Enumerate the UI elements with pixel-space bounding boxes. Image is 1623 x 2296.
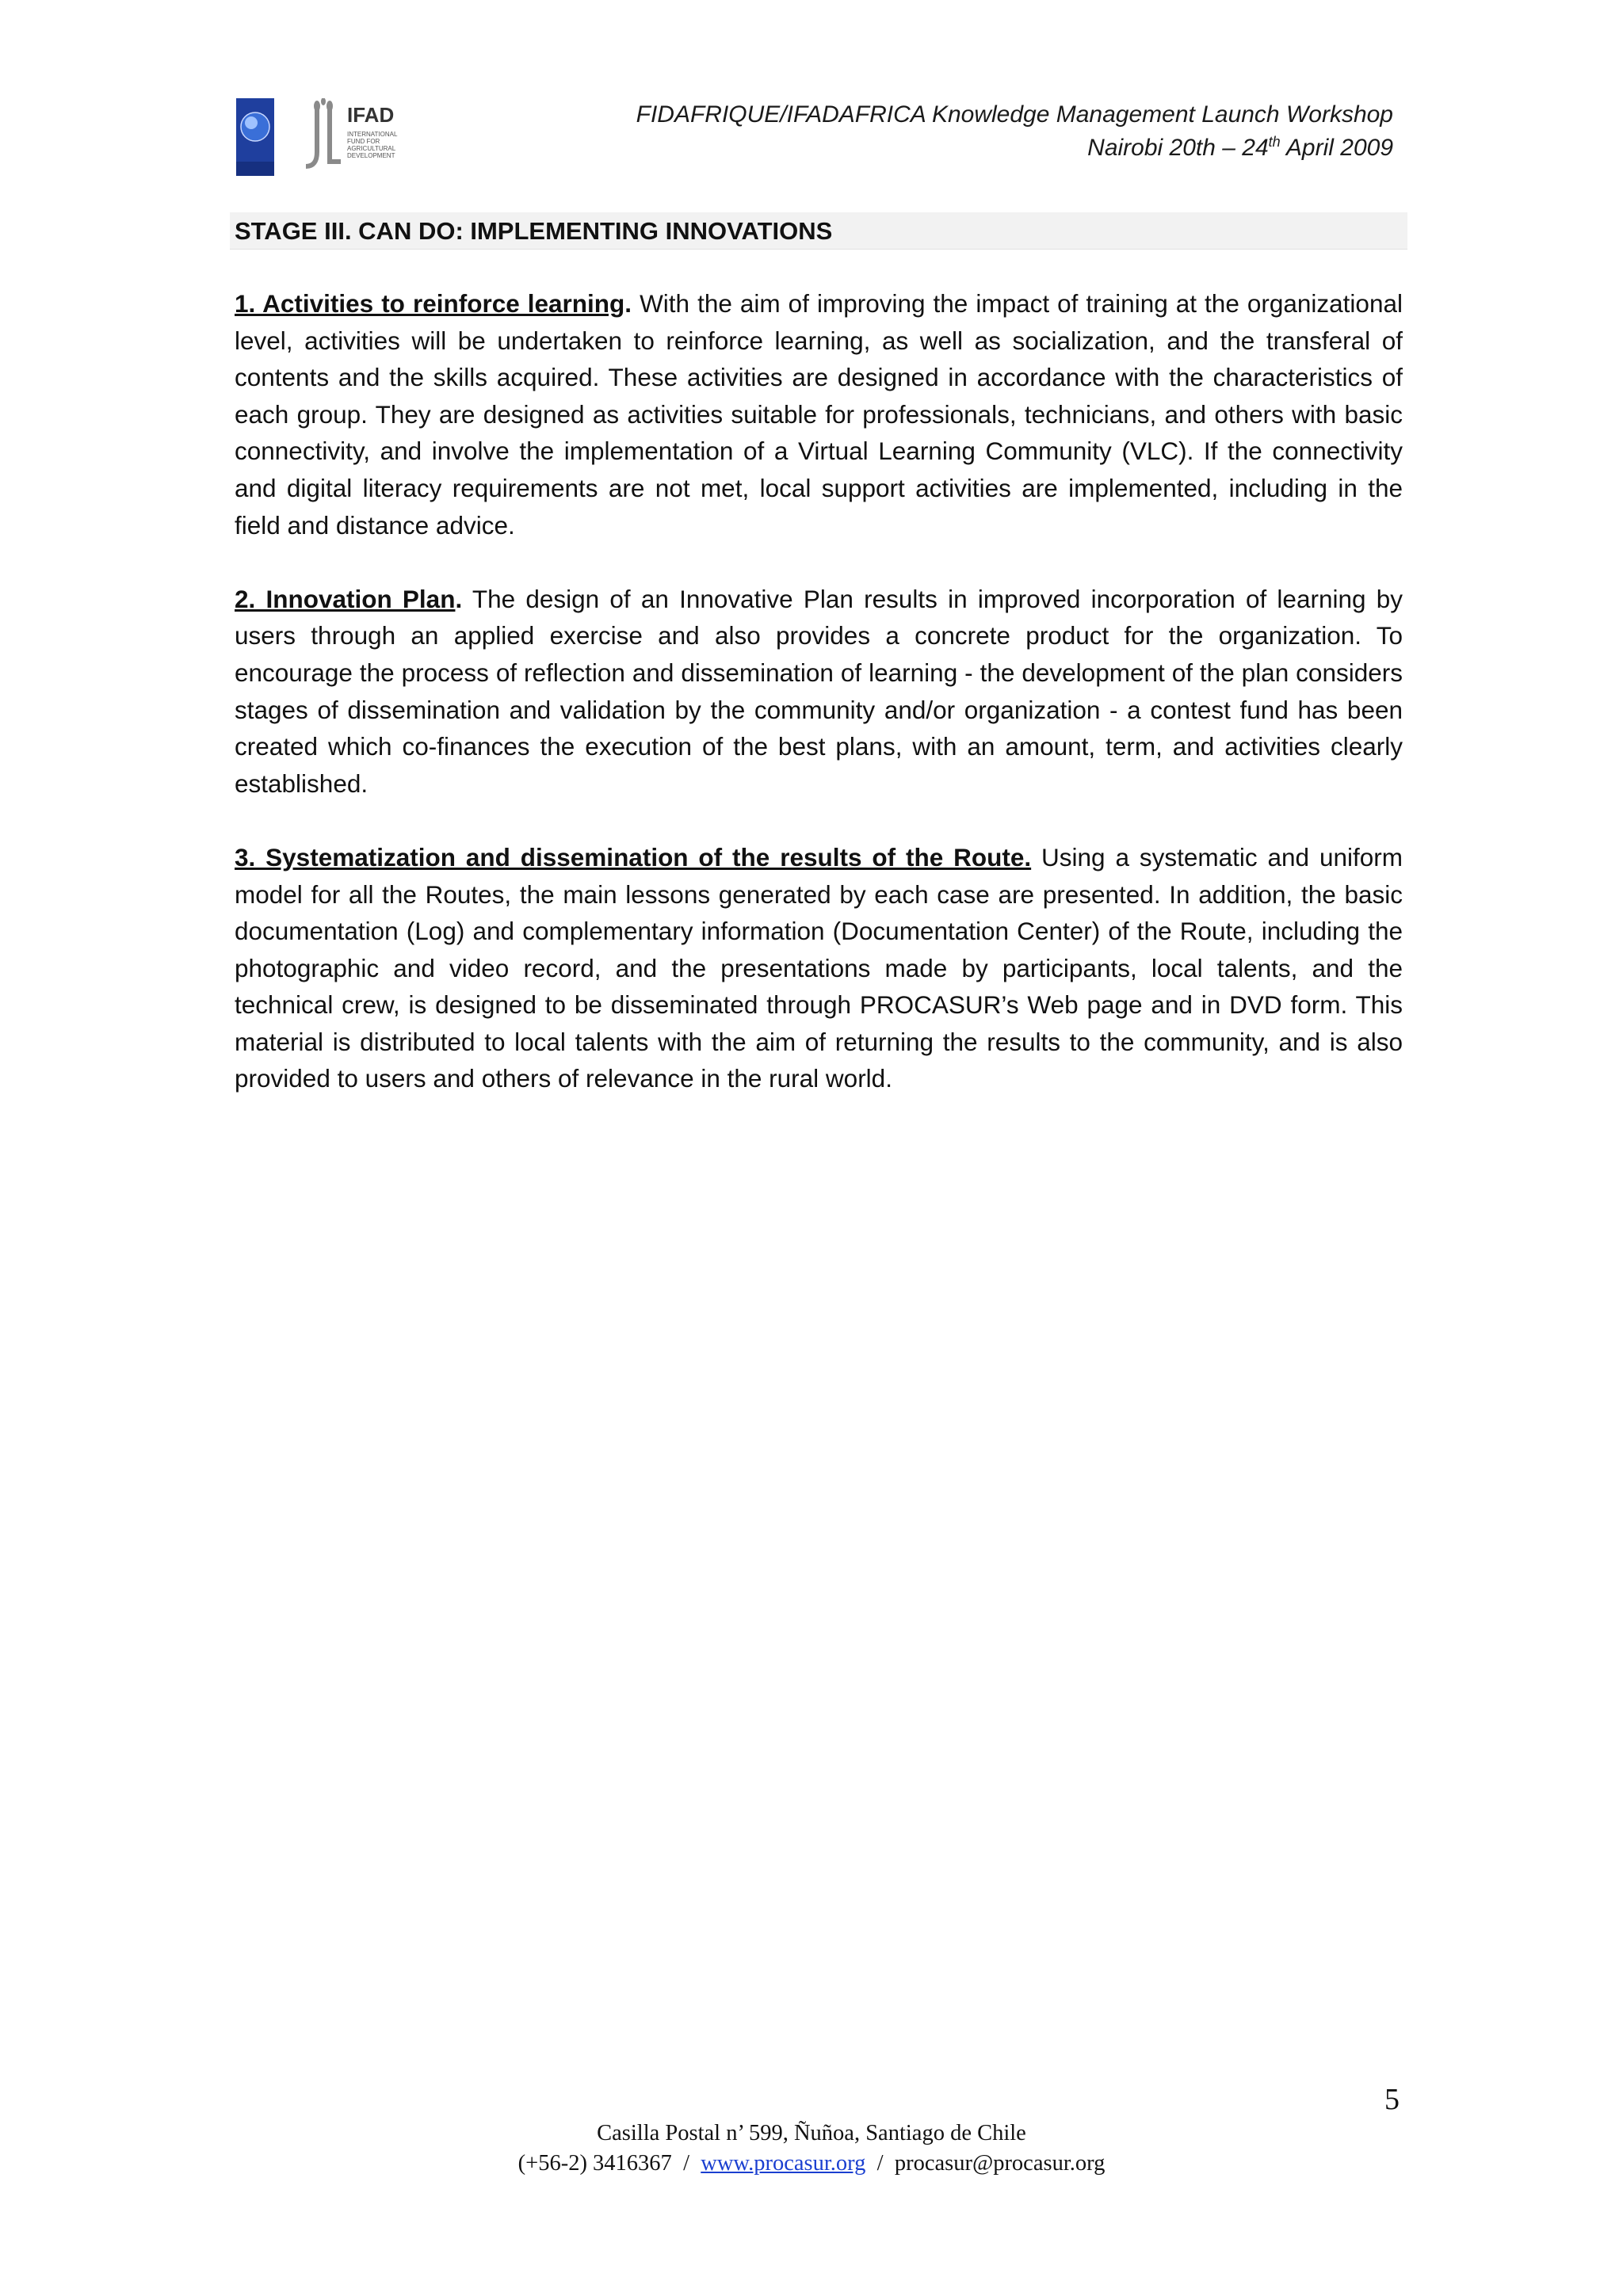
header-logos bbox=[236, 98, 418, 177]
header-line-1: FIDAFRIQUE/IFADAFRICA Knowledge Management Launch Workshop bbox=[636, 101, 1393, 128]
ifad-logo bbox=[306, 98, 418, 176]
section-heading: 3. Systematization and dissemination of the results of the Route. bbox=[235, 842, 1032, 871]
header-date-suffix: April 2009 bbox=[1280, 135, 1393, 161]
header-date-sup: th bbox=[1268, 134, 1281, 150]
section-body: With the aim of improving the impact of training at the organizational level, activities will be undertaken to reinforce learning, as well as socialization, and the transferal of contents and the skills acquired. These activities are designed in accordance with the characteristics of each group. They are designed as activities suitable for professionals, technicians, and others with basic connectivity, and involve the implementation of a Virtual Learning Community (VLC). If the connectivity and digital literacy requirements are not met, local support activities are implemented, including in the field and distance advice. bbox=[235, 289, 1403, 540]
header-workshop-info bbox=[636, 98, 1393, 165]
footer-email: procasur@procasur.org bbox=[894, 2151, 1106, 2176]
section-heading: 1. Activities to reinforce learning bbox=[235, 289, 625, 318]
section-activities bbox=[235, 285, 1403, 543]
section-innovation-plan bbox=[235, 581, 1403, 803]
section-heading-end: . bbox=[624, 289, 632, 318]
footer-separator: / bbox=[865, 2151, 895, 2176]
section-heading-end: . bbox=[455, 584, 463, 613]
svg-text:INTERNATIONAL: INTERNATIONAL bbox=[347, 131, 398, 138]
stage-heading-bar bbox=[230, 212, 1407, 250]
footer-separator: / bbox=[671, 2151, 701, 2176]
procasur-logo bbox=[236, 98, 274, 176]
svg-text:DEVELOPMENT: DEVELOPMENT bbox=[347, 152, 395, 159]
footer-phone: (+56-2) 3416367 bbox=[517, 2151, 672, 2176]
footer bbox=[0, 2119, 1623, 2179]
svg-text:AGRICULTURAL: AGRICULTURAL bbox=[347, 145, 396, 152]
svg-text:FUND FOR: FUND FOR bbox=[347, 138, 380, 145]
header-date-prefix: Nairobi 20th – 24 bbox=[1087, 135, 1269, 161]
section-heading: 2. Innovation Plan bbox=[235, 584, 456, 613]
header-line-2 bbox=[636, 132, 1393, 165]
footer-address: Casilla Postal n’ 599, Ñuñoa, Santiago de Chile bbox=[597, 2121, 1026, 2145]
footer-contact bbox=[0, 2149, 1623, 2179]
section-systematization bbox=[235, 839, 1403, 1097]
page-number: 5 bbox=[1384, 2083, 1400, 2116]
stage-title: STAGE III. CAN DO: IMPLEMENTING INNOVATIONS bbox=[235, 217, 833, 245]
section-body: Using a systematic and uniform model for all the Routes, the main lessons generated by each case are presented. In addition, the basic documentation (Log) and complementary information (Documentation Center) of the Route, including the photographic and video record, and the presentations made by participants, local talents, and the technical crew, is designed to be disseminated through PROCASUR’s Web page and in DVD form. This material is distributed to local talents with the aim of returning the results to the community, and is also provided to users and others of relevance in the rural world. bbox=[235, 842, 1403, 1093]
section-body: The design of an Innovative Plan results in improved incorporation of learning by users through an applied exercise and also provides a concrete product for the organization. To encourage the process of reflection and dissemination of learning - the development of the plan considers stages of dissemination and validation by the community and/or organization - a contest fund has been created which co-finances the execution of the best plans, with an amount, term, and activities clearly established. bbox=[235, 584, 1403, 798]
document-body bbox=[235, 285, 1403, 1135]
ifad-logo-label: IFAD bbox=[347, 103, 395, 127]
footer-website-link[interactable]: www.procasur.org bbox=[701, 2151, 866, 2176]
